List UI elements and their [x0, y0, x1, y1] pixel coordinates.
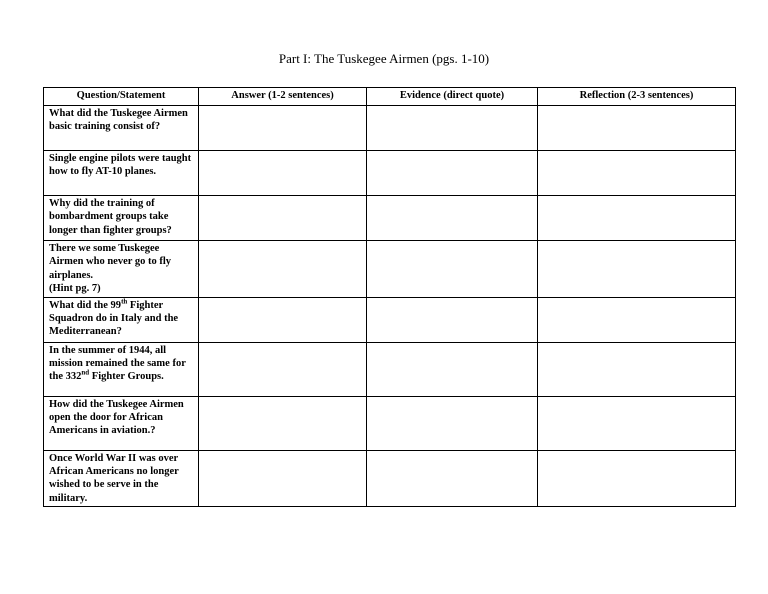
evidence-cell[interactable]: [367, 196, 538, 241]
question-cell: [44, 342, 199, 396]
evidence-cell[interactable]: [367, 151, 538, 196]
answer-cell[interactable]: [199, 342, 367, 396]
question-text-start: What did the 99: [49, 299, 122, 311]
question-cell: [44, 241, 199, 298]
reflection-cell[interactable]: [538, 450, 736, 507]
answer-cell[interactable]: [199, 106, 367, 151]
evidence-cell[interactable]: [367, 297, 538, 342]
reflection-cell[interactable]: [538, 241, 736, 298]
column-header-evidence: Evidence (direct quote): [367, 88, 538, 106]
answer-cell[interactable]: [199, 396, 367, 450]
table-row: [44, 342, 736, 396]
question-text: There we some Tuskegee Airmen who never go to fly airplanes.: [49, 243, 171, 281]
table-row: [44, 396, 736, 450]
page-title: Part I: The Tuskegee Airmen (pgs. 1-10): [278, 51, 490, 66]
table-row: [44, 297, 736, 342]
reflection-cell[interactable]: [538, 297, 736, 342]
column-header-question: Question/Statement: [44, 88, 199, 106]
reflection-cell[interactable]: [538, 106, 736, 151]
table-row: [44, 450, 736, 507]
answer-cell[interactable]: [199, 297, 367, 342]
evidence-cell[interactable]: [367, 342, 538, 396]
answer-cell[interactable]: [199, 450, 367, 507]
table-row: [44, 151, 736, 196]
column-header-reflection: Reflection (2-3 sentences): [538, 88, 736, 106]
hint-text: (Hint pg. 7): [49, 283, 101, 295]
question-cell: Once World War II was over African Americans no longer wished to be serve in the military.: [44, 450, 199, 507]
reflection-cell[interactable]: [538, 151, 736, 196]
evidence-cell[interactable]: [367, 106, 538, 151]
worksheet-table: [43, 87, 736, 507]
evidence-cell[interactable]: [367, 396, 538, 450]
answer-cell[interactable]: [199, 151, 367, 196]
column-header-answer: Answer (1-2 sentences): [199, 88, 367, 106]
question-cell: Single engine pilots were taught how to fly AT-10 planes.: [44, 151, 199, 196]
evidence-cell[interactable]: [367, 241, 538, 298]
table-row: [44, 241, 736, 298]
question-cell: How did the Tuskegee Airmen open the door for African Americans in aviation.?: [44, 396, 199, 450]
table-header-row: [44, 88, 736, 106]
question-text-end: Fighter Groups.: [89, 371, 164, 383]
question-text-start: In the summer of 1944, all mission remained the same for the 332: [49, 344, 186, 383]
table-row: [44, 106, 736, 151]
reflection-cell[interactable]: [538, 396, 736, 450]
reflection-cell[interactable]: [538, 342, 736, 396]
answer-cell[interactable]: [199, 196, 367, 241]
question-cell: Why did the training of bombardment groups take longer than fighter groups?: [44, 196, 199, 241]
question-text-end: Fighter Squadron do in Italy and the Mediterranean?: [49, 299, 179, 338]
answer-cell[interactable]: [199, 241, 367, 298]
table-row: [44, 196, 736, 241]
ordinal-suffix: th: [121, 297, 128, 306]
ordinal-suffix: nd: [81, 368, 90, 377]
evidence-cell[interactable]: [367, 450, 538, 507]
question-cell: What did the Tuskegee Airmen basic training consist of?: [44, 106, 199, 151]
reflection-cell[interactable]: [538, 196, 736, 241]
question-cell: [44, 297, 199, 342]
